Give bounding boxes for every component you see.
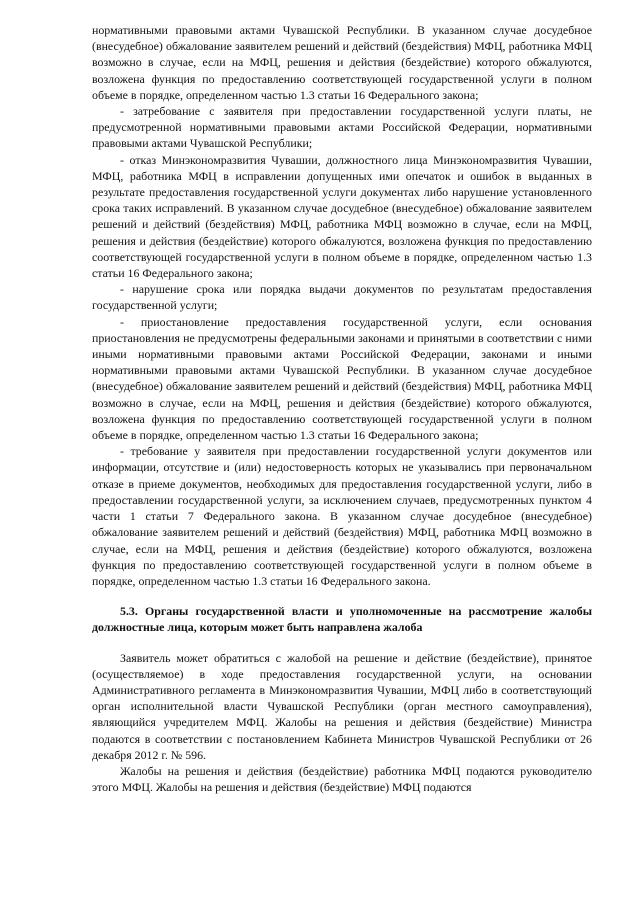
paragraph-issue-deadline: - нарушение срока или порядка выдачи документов по результатам предоставления государственной услуги;: [92, 282, 592, 313]
section-body: [92, 650, 592, 796]
paragraph-mfc-complaints: Жалобы на решения и действия (бездействие) работника МФЦ подаются руководителю этого МФЦ. Жалобы на решения и действия (бездействие) МФЦ подаются: [92, 763, 592, 795]
paragraph-suspension: - приостановление предоставления государственной услуги, если основания приостановления не предусмотрены федеральными законами и принятыми в соответствии с ними иными нормативными правовыми актами Российской Федерации, законами и иными нормативными правовыми актами Чувашской Республики. В указанном случае досудебное (внесудебное) обжалование заявителем решений и действий (бездействия) МФЦ, работника МФЦ возможно в случае, если на МФЦ, решения и действия (бездействие) которого обжалуются, возложена функция по предоставлению соответствующей государственной услуги в полном объеме в порядке, определенном частью 1.3 статьи 16 Федерального закона;: [92, 314, 592, 443]
section-heading: 5.3. Органы государственной власти и уполномоченные на рассмотрение жалобы должностные лица, которым может быть направлена жалоба: [92, 604, 592, 635]
paragraph-complaint-addressees: Заявитель может обратиться с жалобой на решение и действие (бездействие), принятое (осуществляемое) в ходе предоставления государственной услуги, на основании Административного регламента в Минэкономразвития Чувашии, МФЦ либо в соответствующий орган исполнительной власти Чувашской Республики (орган местного самоуправления), являющийся учредителем МФЦ. Жалобы на решения и действия (бездействие) Министра подаются в соответствии с постановлением Кабинета Министров Чувашской Республики от 26 декабря 2012 г. № 596.: [92, 650, 592, 762]
paragraph-continuation: нормативными правовыми актами Чувашской Республики. В указанном случае досудебное (внесудебное) обжалование заявителем решений и действий (бездействия) МФЦ, работника МФЦ возможно в случае, если на МФЦ, решения и действия (бездействие) которого обжалуются, возложена функция по предоставлению соответствующей государственной услуги в полном объеме в порядке, определенном частью 1.3 статьи 16 Федерального закона;: [92, 23, 592, 102]
paragraph-correction-refusal: - отказ Минэкономразвития Чувашии, должностного лица Минэкономразвития Чувашии, МФЦ, работника МФЦ в исправлении допущенных ими опечаток и ошибок в выданных в результате предоставления государственной услуги документах либо нарушение установленного срока таких исправлений. В указанном случае досудебное (внесудебное) обжалование заявителем решений и действий (бездействия) МФЦ, работника МФЦ возможно в случае, если на МФЦ, решения и действия (бездействие) которого обжалуются, возложена функция по предоставлению соответствующей государственной услуги в полном объеме в порядке, определенном частью 1.3 статьи 16 Федерального закона;: [92, 152, 592, 281]
paragraph-document-demand: - требование у заявителя при предоставлении государственной услуги документов или информации, отсутствие и (или) недостоверность которых не указывались при первоначальном отказе в приеме документов, необходимых для предоставления государственной услуги, либо в предоставлении государственной услуги, за исключением случаев, предусмотренных пунктом 4 части 1 статьи 7 Федерального закона. В указанном случае досудебное (внесудебное) обжалование заявителем решений и действий (бездействия) МФЦ, работника МФЦ возможно в случае, если на МФЦ, решения и действия (бездействие) которого обжалуются, возложена функция по предоставлению соответствующей государственной услуги в полном объеме в порядке, определенном частью 1.3 статьи 16 Федерального закона.: [92, 444, 592, 588]
appeal-grounds-list: [92, 22, 592, 589]
paragraph-fee-demand: - затребование с заявителя при предоставлении государственной услуги платы, не предусмотренной нормативными правовыми актами Российской Федерации, нормативными правовыми актами Чувашской Республики;: [92, 104, 592, 151]
